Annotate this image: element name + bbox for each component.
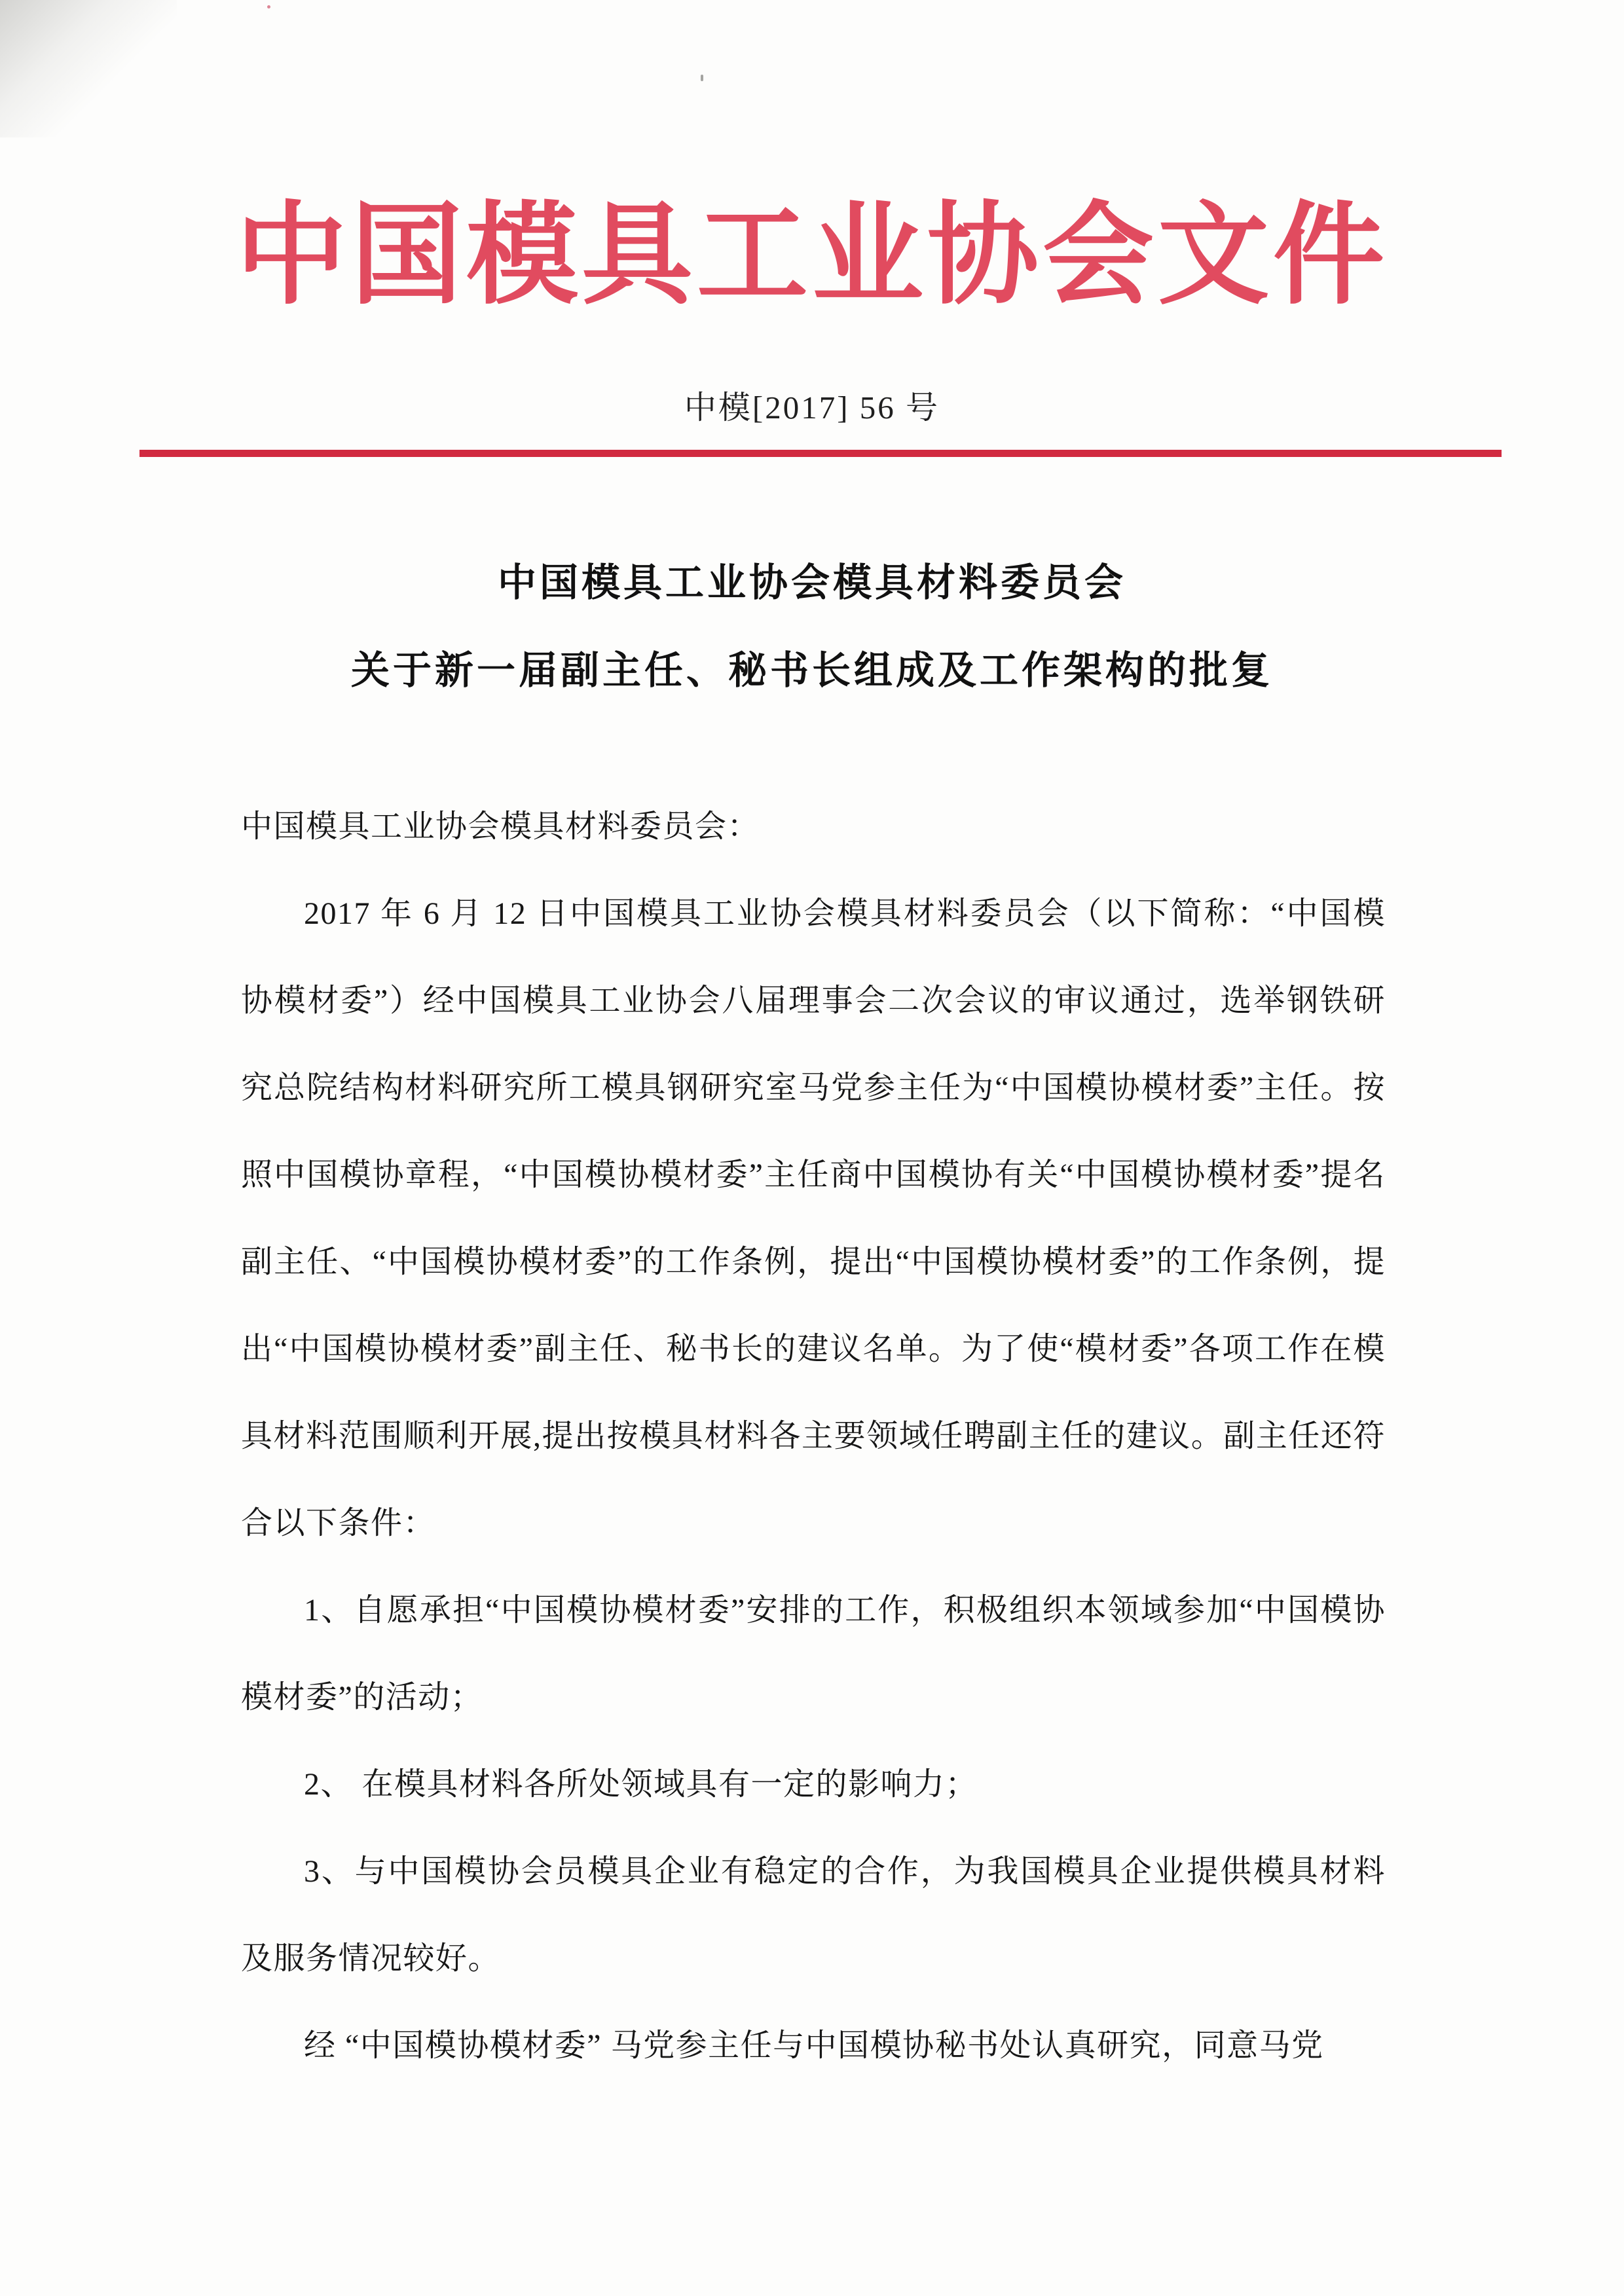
subject-line-2: 关于新一届副主任、秘书长组成及工作架构的批复 (350, 649, 1273, 692)
scan-speck (267, 5, 270, 9)
document-number: 中模[2017] 56 号 (684, 390, 940, 426)
subject-line-1: 中国模具工业协会模具材料委员会 (497, 561, 1126, 604)
paragraph-main: 2017 年 6 月 12 日中国模具工业协会模具材料委员会（以下简称：“中国模协模材委”）经中国模具工业协会八届理事会二次会议的审议通过，选举钢铁研究总院结构材料研究所工模具钢研究室马党参主任为“中国模协模材委”主任。按照中国模协章程，“中国模协模材委”主任商中国模协有关“中国模协模材委”提名副主任、“中国模协模材委”的工作条例，提出“中国模协模材委”的工作条例，提出“中国模协模材委”副主任、秘书长的建议名单。为了使“模材委”各项工作在模具材料范围顺利开展,提出按模具材料各主要领域任聘副主任的建议。副主任还符合以下条件： (241, 896, 1386, 1540)
paragraph-item-1: 1、自愿承担“中国模协模材委”安排的工作，积极组织本领域参加“中国模协模材委”的活动； (241, 1593, 1386, 1715)
salutation: 中国模具工业协会模具材料委员会： (241, 809, 760, 844)
scan-speck (701, 75, 703, 81)
paragraph-item-2: 2、 在模具材料各所处领域具有一定的影响力； (304, 1767, 978, 1802)
letterhead-title: 中国模具工业协会文件 (235, 194, 1388, 318)
scan-corner-shadow (0, 0, 177, 137)
paragraph-item-3: 3、与中国模协会员模具企业有稳定的合作，为我国模具企业提供模具材料及服务情况较好。 (241, 1854, 1386, 1976)
document-body (241, 783, 1386, 2089)
paragraph-closing: 经 “中国模协模材委” 马党参主任与中国模协秘书处认真研究，同意马党 (304, 2028, 1324, 2063)
letterhead-rule (139, 450, 1502, 457)
